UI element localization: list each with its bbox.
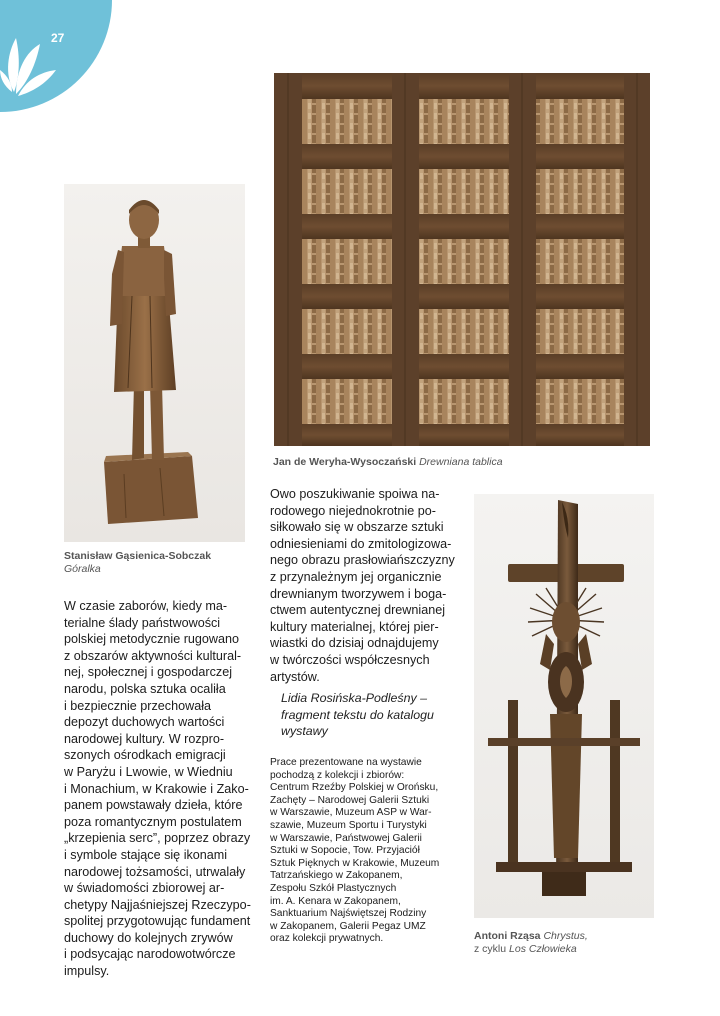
text-line: Centrum Rzeźby Polskiej w Orońsku, <box>270 782 439 794</box>
text-line: im. A. Kenara w Zakopanem, <box>270 895 401 907</box>
text-line: Tatrzańskiego w Zakopanem, <box>270 870 403 882</box>
text-line: wiastki do dzisiaj odnajdujemy <box>270 636 439 651</box>
text-line: W czasie zaborów, kiedy ma- <box>64 599 228 613</box>
text-line: szawie, Muzeum Sportu i Turystyki <box>270 819 427 831</box>
text-line: Sztuk Pięknych w Krakowie, Muzeum <box>270 857 440 869</box>
text-line: narodu, polska sztuka ocaliła <box>64 681 226 696</box>
caption-title: Góralka <box>64 563 101 575</box>
text-line: z obszarów aktywności kultural- <box>64 648 242 663</box>
quote-attribution <box>281 690 434 740</box>
text-line: poza romantycznym postulatem <box>64 814 242 829</box>
text-line: depozyt duchowych wartości <box>64 715 225 730</box>
text-line: z przynależnym jej organicznie <box>270 569 442 584</box>
caption-author: Jan de Weryha-Wysoczański <box>273 456 417 468</box>
caption-cycle-prefix: z cyklu <box>474 943 507 955</box>
text-line: narodowej tożsamości, utrwalały <box>64 864 246 879</box>
text-line: „krzepienia serc”, poprzez obrazy <box>64 831 251 846</box>
text-line: terialne ślady państwowości <box>64 615 221 630</box>
caption-author: Antoni Rząsa <box>474 930 541 942</box>
corner-decoration <box>0 0 112 112</box>
caption-drewniana-tablica <box>273 456 503 469</box>
wooden-figure-sculpture-icon <box>64 184 245 542</box>
collections-text <box>270 757 439 946</box>
text-line: panem powstawały dzieła, które <box>64 798 243 813</box>
page-number: 27 <box>51 31 65 45</box>
text-line: siłkowało się w obszarze sztuki <box>270 520 444 535</box>
text-line: Sanktuarium Najświętszej Rodziny <box>270 908 427 920</box>
text-line: narodowej kultury. W rozpro- <box>64 731 225 746</box>
text-line: Zachęty – Narodowej Galerii Sztuki <box>270 794 430 806</box>
body-text-middle <box>270 486 455 685</box>
text-line: oraz kolekcji prywatnych. <box>270 933 384 945</box>
text-line: szonych ośrodkach emigracji <box>64 748 226 763</box>
text-line: w Warszawie, Muzeum ASP w War- <box>270 807 432 819</box>
text-line: w Warszawie, Państwowej Galerii <box>270 832 422 844</box>
text-line: Prace prezentowane na wystawie <box>270 757 422 768</box>
text-line: spolitej przygotowując fundament <box>64 914 251 929</box>
text-line: i bezpiecznie przechowała <box>64 698 212 713</box>
text-line: odniesieniami do zmitologizowa- <box>270 536 452 551</box>
wooden-grid-panel-icon <box>274 73 650 446</box>
text-line: Sztuki w Sopocie, Tow. Przyjaciół <box>270 845 420 857</box>
caption-cycle-title: Los Człowieka <box>509 943 577 955</box>
quote-line: fragment tekstu do katalogu <box>281 707 434 722</box>
text-line: i Monachium, w Krakowie i Zako- <box>64 781 249 796</box>
text-line: rodowego niejednokrotnie po- <box>270 503 436 518</box>
text-line: impulsy. <box>64 964 110 979</box>
text-line: kultury materialnej, której pier- <box>270 619 439 634</box>
text-line: chetypy Najjaśniejszej Rzeczypo- <box>64 897 251 912</box>
wooden-cross-sculpture-icon <box>474 494 654 918</box>
text-line: i podsycając narodowotwórcze <box>64 947 236 962</box>
text-line: Zespołu Szkół Plastycznych <box>270 882 397 894</box>
text-line: drewnianym tworzywem i boga- <box>270 586 447 601</box>
text-line: nej, społecznej i gospodarczej <box>64 665 233 680</box>
text-line: polskiej metodycznie rugowano <box>64 632 240 647</box>
caption-chrystus <box>474 930 588 956</box>
photo-goralka <box>64 184 245 542</box>
text-line: duchowy do kolejnych zrywów <box>64 930 233 945</box>
text-line: pochodzą z kolekcji i zbiorów: <box>270 769 405 781</box>
quote-line: Lidia Rosińska-Podleśny – <box>281 691 428 705</box>
text-line: w Paryżu i Lwowie, w Wiedniu <box>64 764 233 779</box>
quote-line: wystawy <box>281 724 328 739</box>
caption-author: Stanisław Gąsienica-Sobczak <box>64 550 212 562</box>
text-line: w twórczości współczesnych <box>270 652 430 667</box>
caption-title: Chrystus, <box>543 930 588 942</box>
text-line: i symbole stające się ikonami <box>64 847 228 862</box>
text-line: artystów. <box>270 669 320 684</box>
photo-drewniana-tablica <box>274 73 650 446</box>
caption-title: Drewniana tablica <box>419 456 503 468</box>
photo-chrystus <box>474 494 654 918</box>
text-line: Owo poszukiwanie spoiwa na- <box>270 487 440 501</box>
caption-goralka <box>64 550 211 576</box>
text-line: nego obrazu prasłowiańszczyzny <box>270 553 455 568</box>
body-text-left <box>64 598 251 980</box>
text-line: w świadomości zbiorowej ar- <box>64 881 225 896</box>
text-line: w Zakopanem, Galerii Pegaz UMZ <box>270 920 426 932</box>
text-line: ctwem autentycznej drewnianej <box>270 603 446 618</box>
